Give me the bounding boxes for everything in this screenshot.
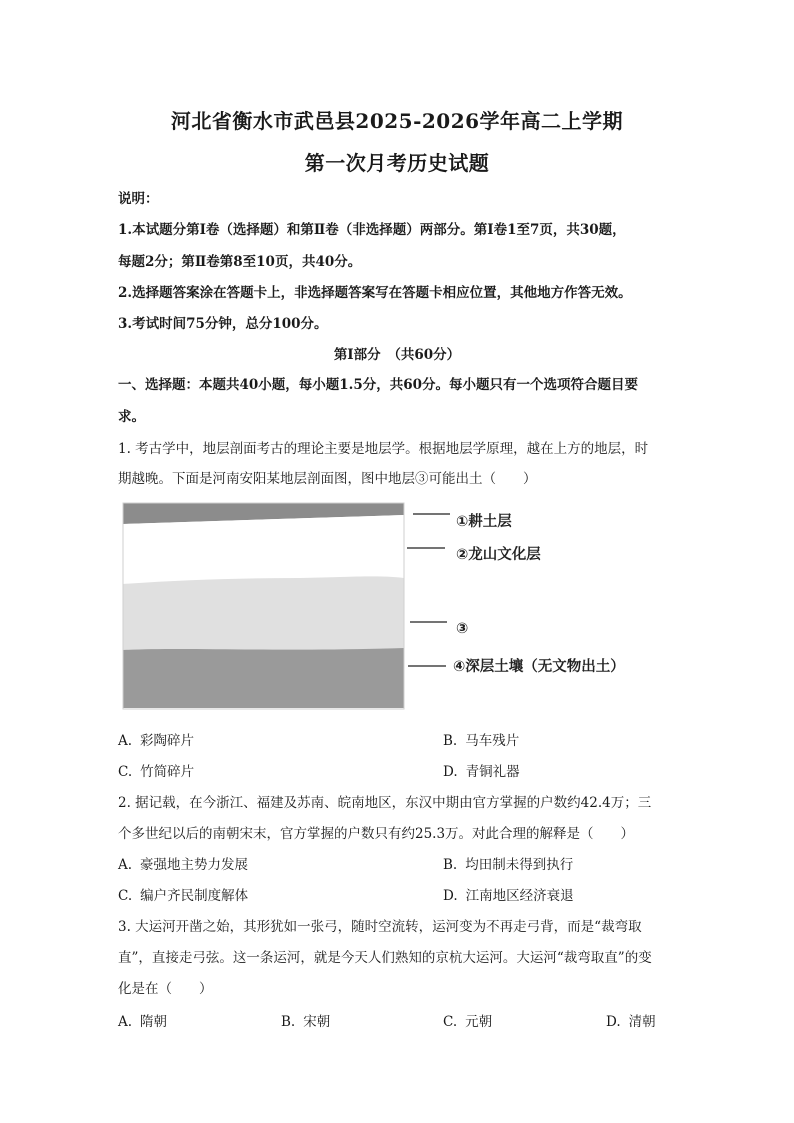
q1-option-a[interactable] [118,729,194,749]
label-layer-3: ③ [456,621,469,637]
label-layer-2: ②龙山文化层 [456,547,541,563]
label-layer-1: ①耕土层 [456,514,512,530]
option-key: B. [443,733,458,749]
q3-option-b[interactable] [281,1010,330,1030]
exam-title-line1: 河北省衡水市武邑县2025-2026学年高二上学期 [170,109,624,133]
option-text: 彩陶碎片 [140,733,195,749]
option-text: 豪强地主势力发展 [140,857,249,873]
instruction-2: 2.选择题答案涂在答题卡上，非选择题答案写在答题卡相应位置，其他地方作答无效。 [118,285,632,301]
option-text: 江南地区经济衰退 [465,888,574,904]
q1-option-d[interactable] [443,760,520,780]
section1-line1: 一、选择题：本题共40小题，每小题1.5分，共60分。每小题只有一个选项符合题目要 [118,377,639,393]
option-key: A. [118,857,133,873]
q2-option-b[interactable] [443,853,573,873]
q3-stem-line2: 直”，直接走弓弦。这一条运河，就是今天人们熟知的京杭大运河。大运河“裁弯取直”的变 [118,950,652,966]
q2-stem-line2: 个多世纪以后的南朝宋末，官方掌握的户数只有约25.3万。对此合理的解释是（ ） [118,826,635,842]
stratigraphy-figure [120,500,640,712]
option-key: C. [443,1014,458,1030]
q2-option-a[interactable] [118,853,248,873]
option-text: 宋朝 [303,1014,331,1030]
option-text: 编户齐民制度解体 [140,888,249,904]
q2-option-c[interactable] [118,884,248,904]
option-text: 清朝 [628,1014,656,1030]
option-text: 隋朝 [140,1014,168,1030]
option-text: 青铜礼器 [465,764,520,780]
q3-option-c[interactable] [443,1010,492,1030]
layer-2-longshan [123,515,404,584]
option-key: B. [281,1014,296,1030]
option-key: D. [443,888,458,904]
q3-option-d[interactable] [606,1010,656,1030]
option-text: 元朝 [465,1014,493,1030]
q1-option-c[interactable] [118,760,194,780]
instructions-heading: 说明： [118,191,159,207]
label-layer-4: ④深层土壤（无文物出土） [453,659,625,675]
q3-stem-line1: 3. 大运河开凿之始，其形犹如一张弓，随时空流转，运河变为不再走弓背，而是“裁弯取 [118,919,642,935]
q1-stem-line1: 1. 考古学中，地层剖面考古的理论主要是地层学。根据地层学原理，越在上方的地层，时 [118,441,649,457]
option-key: A. [118,733,133,749]
option-text: 均田制未得到执行 [465,857,574,873]
option-text: 马车残片 [465,733,520,749]
instruction-1-line1: 1.本试题分第Ⅰ卷（选择题）和第Ⅱ卷（非选择题）两部分。第Ⅰ卷1至7页，共30题， [118,222,626,238]
q3-option-a[interactable] [118,1010,167,1030]
option-text: 竹简碎片 [140,764,195,780]
q1-option-b[interactable] [443,729,519,749]
section1-line2: 求。 [118,409,145,425]
option-key: D. [443,764,458,780]
q2-option-d[interactable] [443,884,574,904]
option-key: A. [118,1014,133,1030]
q2-stem-line1: 2. 据记载，在今浙江、福建及苏南、皖南地区，东汉中期由官方掌握的户数约42.4万；三 [118,795,652,811]
option-key: D. [606,1014,621,1030]
instruction-1-line2: 每题2分；第Ⅱ卷第8至10页，共40分。 [118,254,362,270]
option-key: C. [118,888,133,904]
option-key: C. [118,764,133,780]
exam-title-line2: 第一次月考历史试题 [304,151,490,175]
option-key: B. [443,857,458,873]
layer-4-deep-soil [123,648,404,708]
q1-stem-line2: 期越晚。下面是河南安阳某地层剖面图，图中地层③可能出土（ ） [118,471,537,487]
instruction-3: 3.考试时间75分钟，总分100分。 [118,316,328,332]
layer-3 [123,576,404,650]
part1-heading: 第Ⅰ部分 （共60分） [333,347,461,363]
q3-stem-line3: 化是在（ ） [118,981,213,997]
